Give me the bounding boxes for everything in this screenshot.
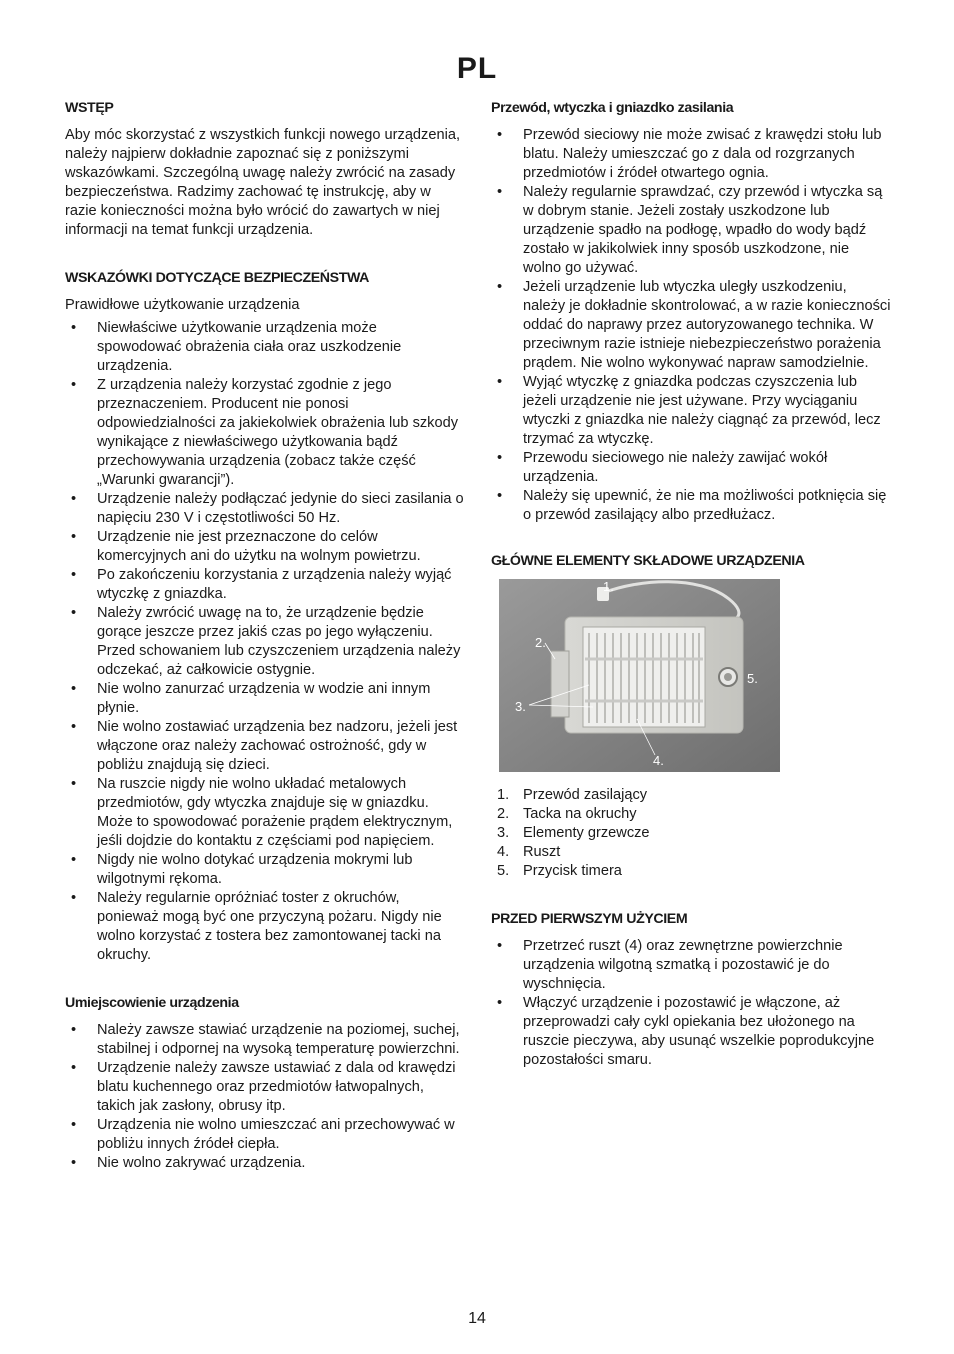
callout-2: 2. — [535, 635, 546, 650]
cord-heading: Przewód, wtyczka i gniazdko zasilania — [491, 100, 734, 116]
list-item: • Przewodu sieciowego nie należy zawijać wokół urządzenia. — [491, 449, 891, 487]
callout-3: 3. — [515, 699, 526, 714]
list-item: • Urządzenie należy podłączać jedynie do sieci zasilania o napięciu 230 V i częstotliwości 50 Hz. — [65, 490, 465, 528]
list-item: • Nigdy nie wolno dotykać urządzenia mokrymi lub wilgotnymi rękoma. — [65, 851, 465, 889]
list-item: • Nie wolno zostawiać urządzenia bez nadzoru, jeżeli jest włączone oraz należy zachować ostrożność, gdy w pobliżu znajdują się dzieci. — [65, 718, 465, 775]
safety-heading: WSKAZÓWKI DOTYCZĄCE BEZPIECZEŃSTWA — [65, 270, 370, 286]
list-item: • Należy zawsze stawiać urządzenie na poziomej, suchej, stabilnej i odpornej na wysoką temperaturę powierzchni. — [65, 1021, 465, 1059]
list-item: 3. Elementy grzewcze — [497, 825, 650, 841]
list-item: • Nie wolno zakrywać urządzenia. — [65, 1154, 465, 1173]
callout-1: 1. — [603, 579, 614, 594]
first-use-section — [491, 911, 891, 1070]
cord-list — [491, 126, 891, 525]
list-item: • Urządzenia nie wolno umieszczać ani przechowywać w pobliżu innych źródeł ciepła. — [65, 1116, 465, 1154]
placement-heading: Umiejscowienie urządzenia — [65, 995, 239, 1011]
list-item: • Należy regularnie sprawdzać, czy przewód i wtyczka są w dobrym stanie. Jeżeli zostały uszkodzone lub urządzenie spadło na podłogę, wpadło do wody bądź zostało w jakikolwiek inny sposób uszkodzone, nie wolno go używać. — [491, 183, 891, 278]
toaster-photo — [499, 579, 780, 772]
first-use-heading: PRZED PIERWSZYM UŻYCIEM — [491, 911, 688, 927]
safety-subheading: Prawidłowe użytkowanie urządzenia — [65, 297, 300, 313]
list-item: • Wyjąć wtyczkę z gniazdka podczas czyszczenia lub jeżeli urządzenie nie jest używane. Przy wyciąganiu wtyczki z gniazdka nie należy ciągnąć za przewód, lecz trzymać za wtyczkę. — [491, 373, 891, 449]
list-item: 2. Tacka na okruchy — [497, 806, 637, 822]
components-list — [491, 786, 891, 881]
list-item: • Z urządzenia należy korzystać zgodnie z jego przeznaczeniem. Producent nie ponosi odpowiedzialności za jakiekolwiek obrażenia lub szkody wynikające z niewłaściwego użytkowania bądź przechowywania urządzenia (zobacz także część „Warunki gwarancji”). — [65, 376, 465, 490]
list-item: • Na ruszcie nigdy nie wolno układać metalowych przedmiotów, gdy wtyczka znajduje się w gniazdku. Może to spowodować porażenie prądem elektrycznym, jeśli dojdzie do kontaktu z częściami pod napięciem. — [65, 775, 465, 851]
list-item: • Urządzenie nie jest przeznaczone do celów komercyjnych ani do użytku na wolnym powietrzu. — [65, 528, 465, 566]
page-number: 14 — [468, 1310, 486, 1327]
safety-section — [65, 270, 465, 965]
list-item: • Po zakończeniu korzystania z urządzenia należy wyjąć wtyczkę z gniazdka. — [65, 566, 465, 604]
list-item: • Należy zwrócić uwagę na to, że urządzenie będzie gorące jeszcze przez jakiś czas po jego wyłączeniu. Przed schowaniem lub czyszczeniem urządzenia należy odczekać, aż całkowicie ostygnie. — [65, 604, 465, 680]
callout-4: 4. — [653, 753, 664, 768]
intro-heading: WSTĘP — [65, 100, 114, 116]
callout-5: 5. — [747, 671, 758, 686]
intro-text: Aby móc skorzystać z wszystkich funkcji nowego urządzenia, należy najpierw dokładnie zapoznać się z poniższymi wskazówkami. Szczególną uwagę należy zwrócić na zasady bezpieczeństwa. Radzimy zachować tę instrukcję, aby w razie konieczności można było wrócić do zawartych w niej informacji na temat funkcji urządzenia. — [65, 127, 460, 238]
list-item: • Należy się upewnić, że nie ma możliwości potknięcia się o przewód zasilający albo przedłużacz. — [491, 487, 891, 525]
list-item: • Urządzenie należy zawsze ustawiać z dala od krawędzi blatu kuchennego oraz przedmiotów łatwopalnych, takich jak zasłony, obrusy itp. — [65, 1059, 465, 1116]
language-code: PL — [456, 52, 498, 85]
list-item: 4. Ruszt — [497, 844, 561, 860]
intro-section — [65, 100, 465, 240]
first-use-list — [491, 937, 891, 1070]
list-item: • Włączyć urządzenie i pozostawić je włączone, aż przeprowadzi cały cykl opiekania bez ułożonego na ruszcie pieczywa, aby usunąć wszelkie poprodukcyjne pozostałości smaru. — [491, 994, 891, 1070]
list-item: • Niewłaściwe użytkowanie urządzenia może spowodować obrażenia ciała oraz uszkodzenie urządzenia. — [65, 319, 465, 376]
list-item: • Przetrzeć ruszt (4) oraz zewnętrzne powierzchnie urządzenia wilgotną szmatką i pozostawić je do wyschnięcia. — [491, 937, 891, 994]
list-item: • Przewód sieciowy nie może zwisać z krawędzi stołu lub blatu. Należy umieszczać go z dala od rozgrzanych przedmiotów i źródeł otwartego ognia. — [491, 126, 891, 183]
cord-section — [491, 100, 891, 525]
list-item: 1. Przewód zasilający — [497, 787, 648, 803]
safety-list — [65, 319, 465, 965]
list-item: 5. Przycisk timera — [497, 863, 622, 879]
components-heading: GŁÓWNE ELEMENTY SKŁADOWE URZĄDZENIA — [491, 553, 805, 569]
toaster-illustration — [499, 579, 780, 772]
components-section — [491, 553, 891, 881]
list-item: • Jeżeli urządzenie lub wtyczka uległy uszkodzeniu, należy je dokładnie skontrolować, a w razie konieczności oddać do naprawy przez autoryzowanego technika. W przeciwnym razie istnieje niebezpieczeństwo porażenia prądem. Nie wolno wykonywać napraw samodzielnie. — [491, 278, 891, 373]
placement-list — [65, 1021, 465, 1173]
right-column — [491, 100, 891, 1090]
left-column — [65, 100, 465, 1193]
placement-section — [65, 995, 465, 1173]
list-item: • Nie wolno zanurzać urządzenia w wodzie ani innym płynie. — [65, 680, 465, 718]
list-item: • Należy regularnie opróżniać toster z okruchów, ponieważ mogą być one przyczyną pożaru. Nigdy nie wolno korzystać z tostera bez zamontowanej tacki na okruchy. — [65, 889, 465, 965]
